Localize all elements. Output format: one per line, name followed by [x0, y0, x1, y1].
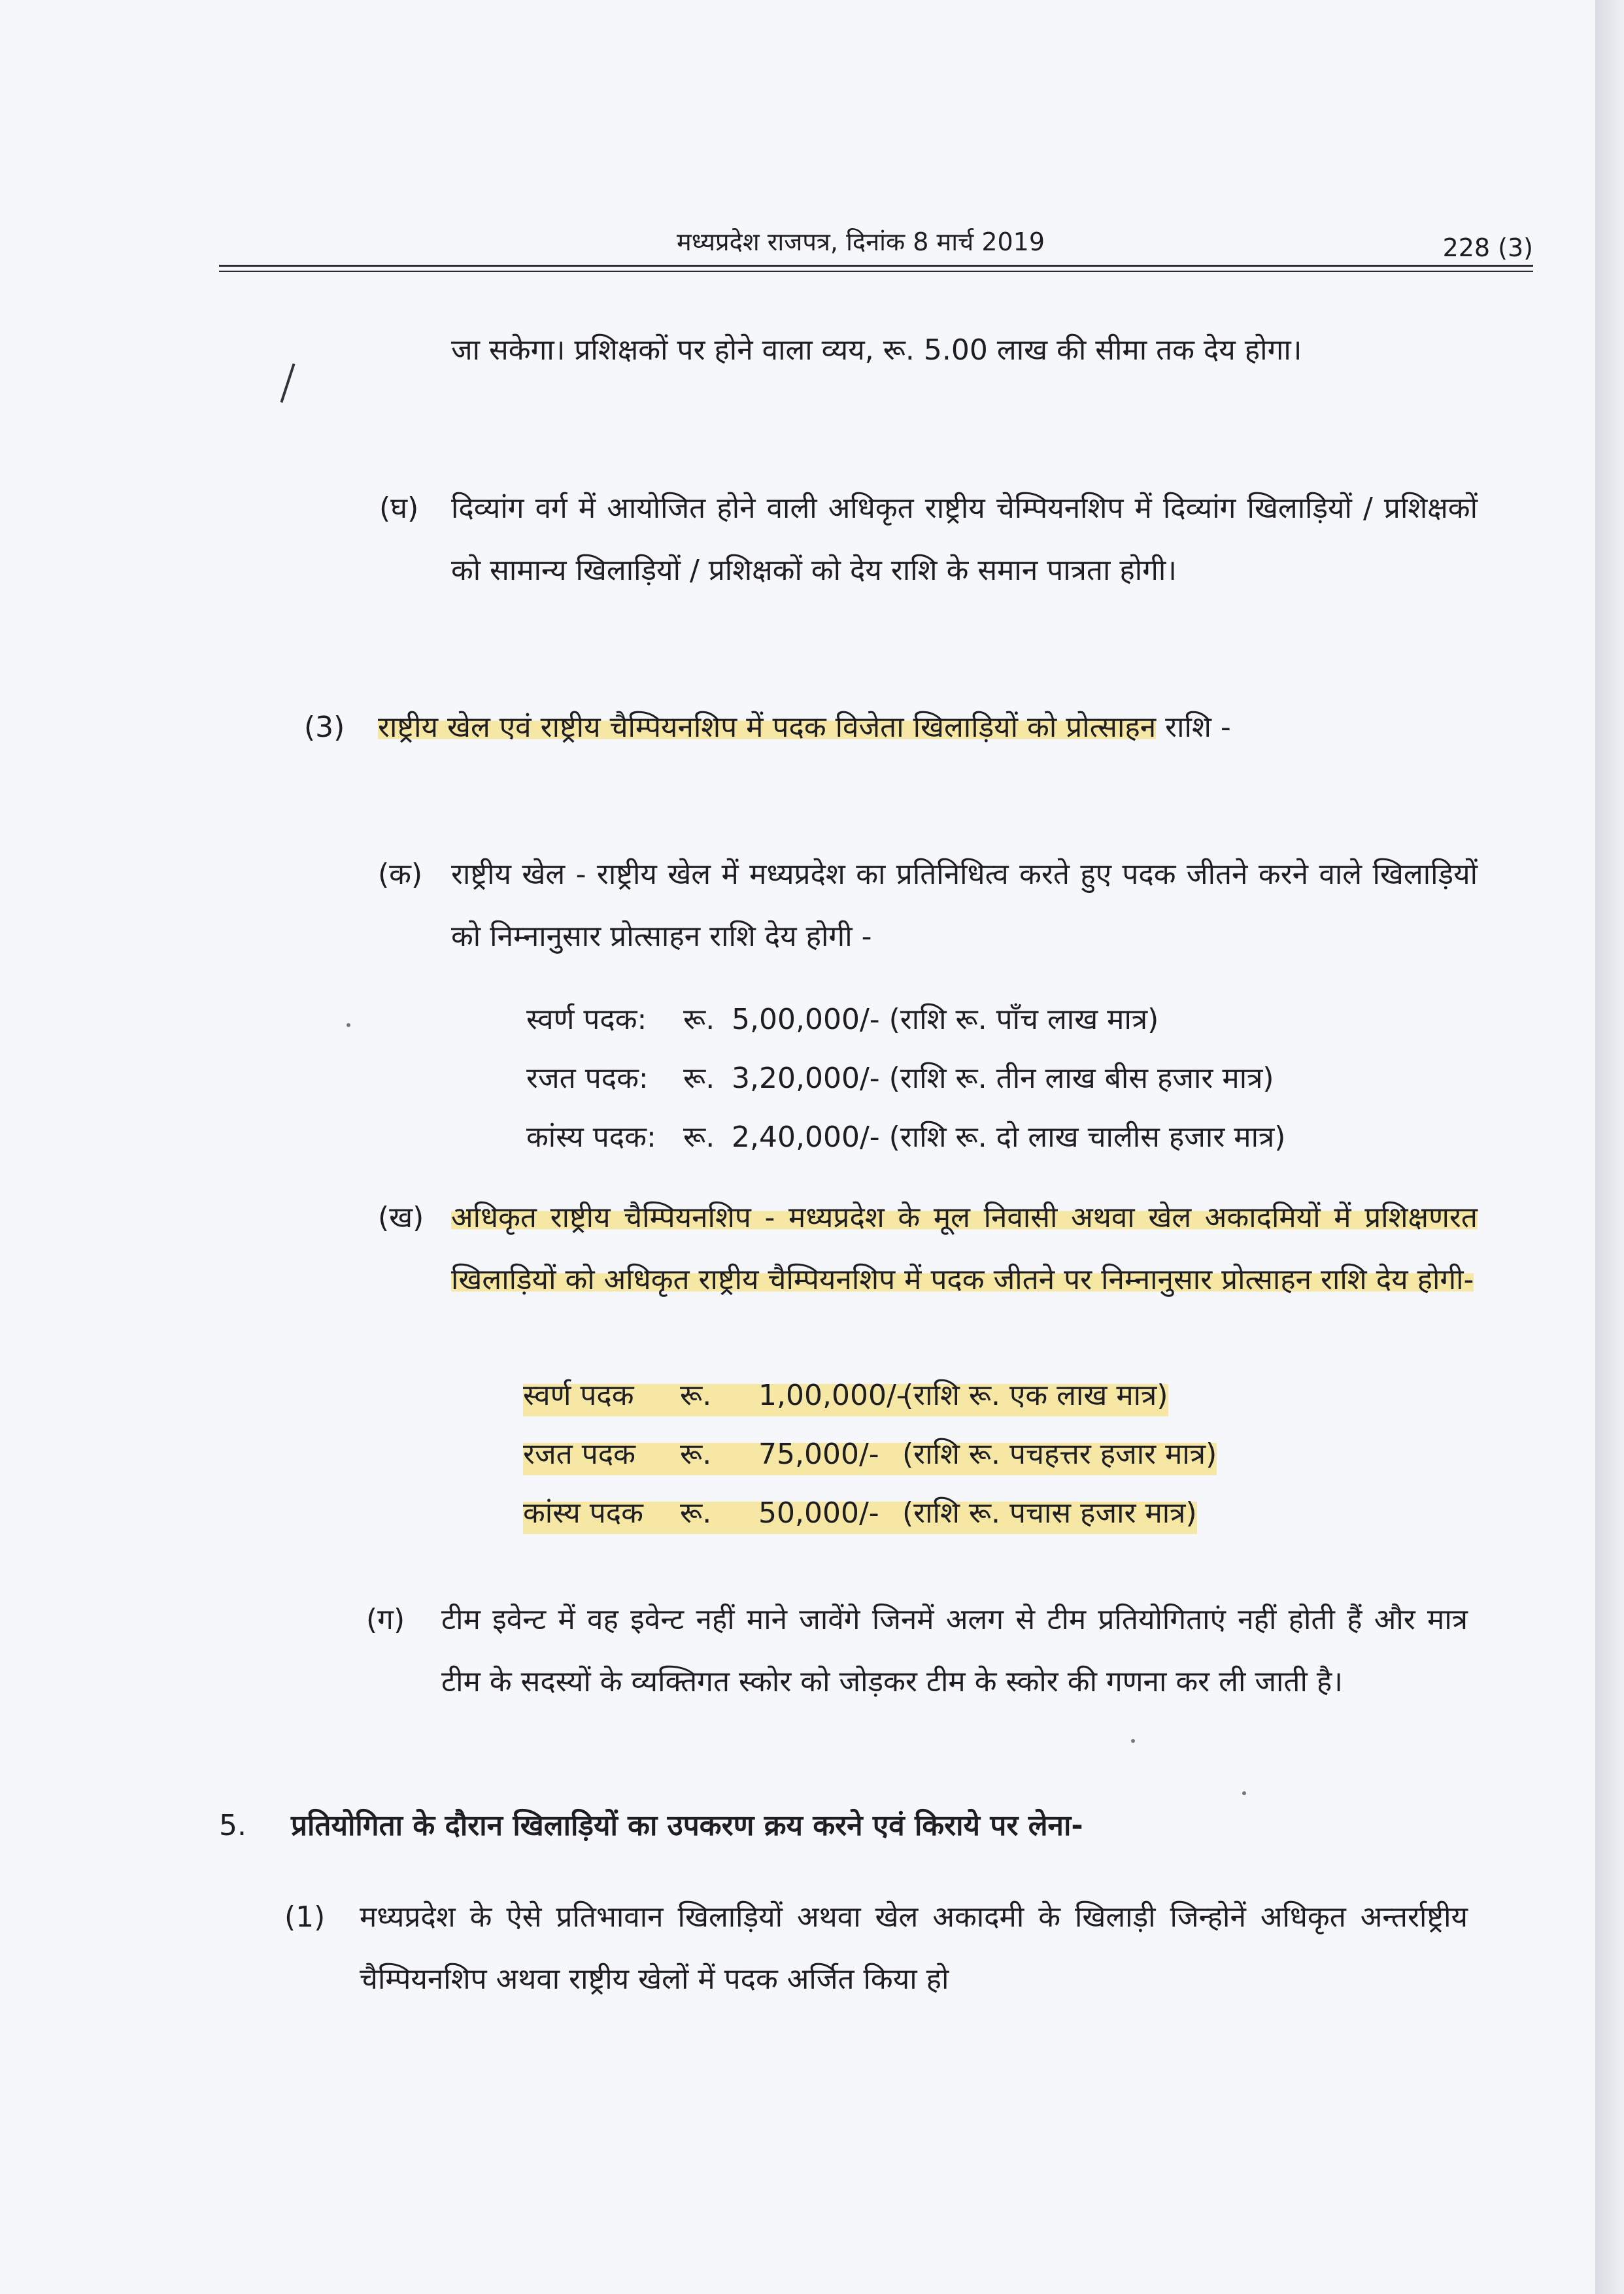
award-medal: कांस्य पदक	[523, 1496, 643, 1530]
award-row	[526, 1108, 1285, 1167]
award-medal: स्वर्ण पदक:	[526, 1003, 647, 1036]
award-row	[526, 1049, 1274, 1108]
speck	[1131, 1739, 1135, 1743]
award-row	[523, 1366, 1168, 1425]
award-currency: रू.	[680, 1438, 712, 1471]
clause-ga-marker: (ग)	[366, 1603, 405, 1636]
award-currency: रू.	[683, 1003, 715, 1036]
award-amount: 50,000/-	[758, 1496, 879, 1530]
award-medal: कांस्य पदक:	[526, 1121, 656, 1154]
award-amount: 75,000/-	[758, 1438, 879, 1471]
award-currency: रू.	[683, 1062, 715, 1095]
award-currency: रू.	[680, 1379, 712, 1412]
award-amount: 5,00,000/-	[732, 1003, 880, 1036]
award-medal: रजत पदक:	[526, 1062, 649, 1095]
award-row	[526, 990, 1159, 1049]
award-amount: 1,00,000/-	[758, 1379, 907, 1412]
section-5-heading: प्रतियोगिता के दौरान खिलाड़ियों का उपकरण क्रय करने एवं किराये पर लेना-	[291, 1809, 1083, 1842]
award-words: (राशि रू. पाँच लाख मात्र)	[888, 1003, 1159, 1036]
clause-kha-text	[451, 1187, 1478, 1311]
header-rule-bottom	[219, 271, 1533, 272]
clause-gha-marker: (घ)	[379, 492, 419, 525]
award-words: (राशि रू. पचहत्तर हजार मात्र)	[902, 1438, 1217, 1471]
section-3-rest: राशि -	[1165, 711, 1231, 744]
clause-5-1-text: मध्यप्रदेश के ऐसे प्रतिभावान खिलाड़ियों अथवा खेल अकादमी के खिलाड़ी जिन्होनें अधिकृत अन्तर्राष्ट्रीय चैम्पियनशिप अथवा राष्ट्रीय खेलों में पदक अर्जित किया हो	[360, 1900, 1468, 1996]
clause-ka-text: राष्ट्रीय खेल - राष्ट्रीय खेल में मध्यप्रदेश का प्रतिनिधित्व करते हुए पदक जीतने करने वाले खिलाड़ियों को निम्नानुसार प्रोत्साहन राशि देय होगी -	[451, 858, 1478, 953]
award-row	[523, 1484, 1197, 1543]
award-currency: रू.	[683, 1121, 715, 1154]
pen-mark	[280, 363, 296, 403]
award-amount: 2,40,000/-	[732, 1121, 880, 1154]
speck	[1242, 1791, 1246, 1795]
speck	[347, 1023, 350, 1027]
section-3-marker: (3)	[304, 711, 345, 744]
clause-kha-marker: (ख)	[378, 1201, 424, 1234]
clause-ga-text: टीम इवेन्ट में वह इवेन्ट नहीं माने जावेंगे जिनमें अलग से टीम प्रतियोगिताएं नहीं होती हैं और मात्र टीम के सदस्यों के व्यक्तिगत स्कोर को जोड़कर टीम के स्कोर की गणना कर ली जाती है।	[441, 1603, 1468, 1698]
continuation-paragraph: जा सकेगा। प्रशिक्षकों पर होने वाला व्यय, रू. 5.00 लाख की सीमा तक देय होगा।	[451, 333, 1302, 367]
award-medal: रजत पदक	[523, 1438, 635, 1471]
gazette-title: मध्यप्रदेश राजपत्र, दिनांक 8 मार्च 2019	[677, 228, 1045, 256]
award-words: (राशि रू. पचास हजार मात्र)	[902, 1496, 1197, 1530]
award-amount: 3,20,000/-	[732, 1062, 880, 1095]
award-row	[523, 1425, 1217, 1484]
section-3-text	[378, 696, 1480, 758]
gazette-header	[219, 219, 1533, 278]
section-5-number: 5.	[219, 1809, 246, 1842]
award-currency: रू.	[680, 1496, 712, 1530]
award-words: (राशि रू. दो लाख चालीस हजार मात्र)	[888, 1121, 1286, 1154]
page-number: 228 (3)	[1442, 233, 1533, 262]
header-rule-top	[219, 265, 1533, 267]
clause-kha-highlight: अधिकृत राष्ट्रीय चैम्पियनशिप - मध्यप्रदेश के मूल निवासी अथवा खेल अकादमियों में प्रशिक्षणरत खिलाड़ियों को अधिकृत राष्ट्रीय चैम्पियनशिप में पदक जीतने पर निम्नानुसार प्रोत्साहन राशि देय होगी-	[451, 1201, 1478, 1296]
award-medal: स्वर्ण पदक	[523, 1379, 634, 1412]
scan-edge-shadow	[1595, 0, 1624, 2294]
clause-ka-marker: (क)	[378, 858, 423, 891]
award-words: (राशि रू. एक लाख मात्र)	[902, 1379, 1168, 1412]
section-3-highlight: राष्ट्रीय खेल एवं राष्ट्रीय चैम्पियनशिप में पदक विजेता खिलाड़ियों को प्रोत्साहन	[378, 711, 1157, 744]
award-words: (राशि रू. तीन लाख बीस हजार मात्र)	[888, 1062, 1274, 1095]
clause-5-1-marker: (1)	[284, 1900, 326, 1934]
clause-gha-text: दिव्यांग वर्ग में आयोजित होने वाली अधिकृत राष्ट्रीय चेम्पियनशिप में दिव्यांग खिलाड़ियों / प्रशिक्षकों को सामान्य खिलाड़ियों / प्रशिक्षकों को देय राशि के समान पात्रता होगी।	[451, 492, 1478, 587]
